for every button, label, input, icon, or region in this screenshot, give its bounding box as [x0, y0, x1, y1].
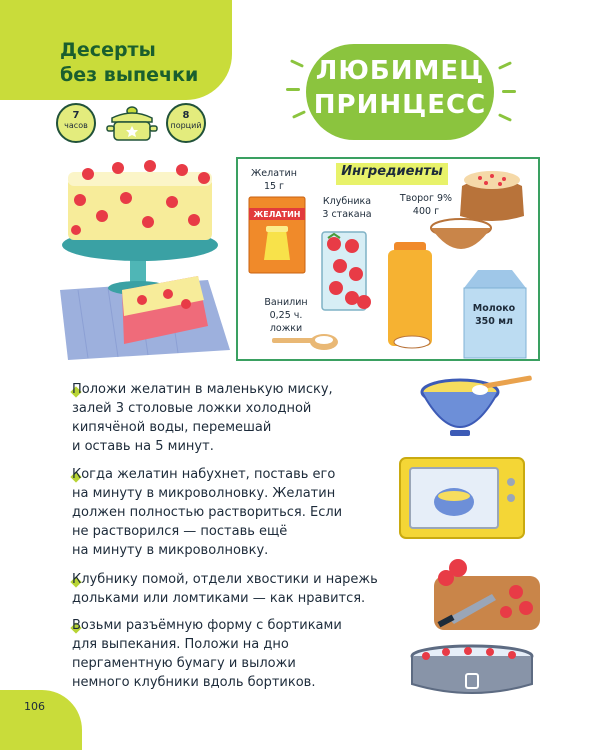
- step-2-text: Когда желатин набухнет, поставь его на минуту в микроволновку. Желатин должен полностью раствориться. Если не растворился — поставь ещё на минуту в микроволновку.: [72, 467, 343, 558]
- cake-illustration: [58, 150, 233, 369]
- strawberry-glass-icon: [318, 226, 374, 318]
- servings-badge: [166, 103, 206, 143]
- sugar-jar-icon: [384, 240, 436, 354]
- time-badge-number: 7: [72, 110, 80, 121]
- bowl-with-spoon-icon: [410, 372, 540, 450]
- ingredients-title: Ингредиенты: [341, 164, 443, 179]
- servings-badge-number: 8: [182, 110, 190, 121]
- cutting-board-icon: [428, 556, 546, 638]
- pot-icon: [106, 104, 158, 148]
- ingredient-strawberry-label: Клубника 3 стакана: [322, 196, 372, 220]
- gelatin-package-text: ЖЕЛАТИН: [253, 210, 301, 219]
- ingredient-vanillin-label: Ванилин 0,25 ч. ложки: [264, 297, 308, 334]
- step-3-text: Клубнику помой, отдели хвостики и нарежь дольками или ломтиками — как нравится.: [72, 572, 378, 606]
- page-number-tab: [0, 690, 82, 750]
- cottage-cheese-bowl-icon: [428, 216, 494, 266]
- time-badge-unit: часов: [64, 121, 88, 130]
- page-number: 106: [24, 700, 45, 713]
- servings-badge-unit: порций: [170, 121, 202, 130]
- ingredient-cottage-cheese-label: Творог 9% 400 г: [399, 193, 453, 217]
- time-badge: [56, 103, 96, 143]
- category-title: Десерты без выпечки: [60, 39, 199, 86]
- microwave-icon: [398, 456, 526, 544]
- step-4-text: Возьми разъёмную форму с бортиками для выпекания. Положи на дно пергаментную бумагу и выложи немного клубники вдоль бортиков.: [72, 618, 342, 690]
- ingredient-gelatin-label: Желатин 15 г: [251, 168, 297, 192]
- vanillin-spoon-icon: [270, 330, 340, 360]
- recipe-title: ЛЮБИМЕЦ ПРИНЦЕСС: [313, 56, 487, 120]
- step-1-text: Положи желатин в маленькую миску, залей 3 столовые ложки холодной кипячёной воды, перемешай и оставь на 5 минут.: [72, 382, 333, 454]
- ingredient-milk-label: Молоко 350 мл: [472, 303, 516, 327]
- gelatin-package-icon: [248, 196, 306, 278]
- springform-pan-icon: [406, 642, 538, 704]
